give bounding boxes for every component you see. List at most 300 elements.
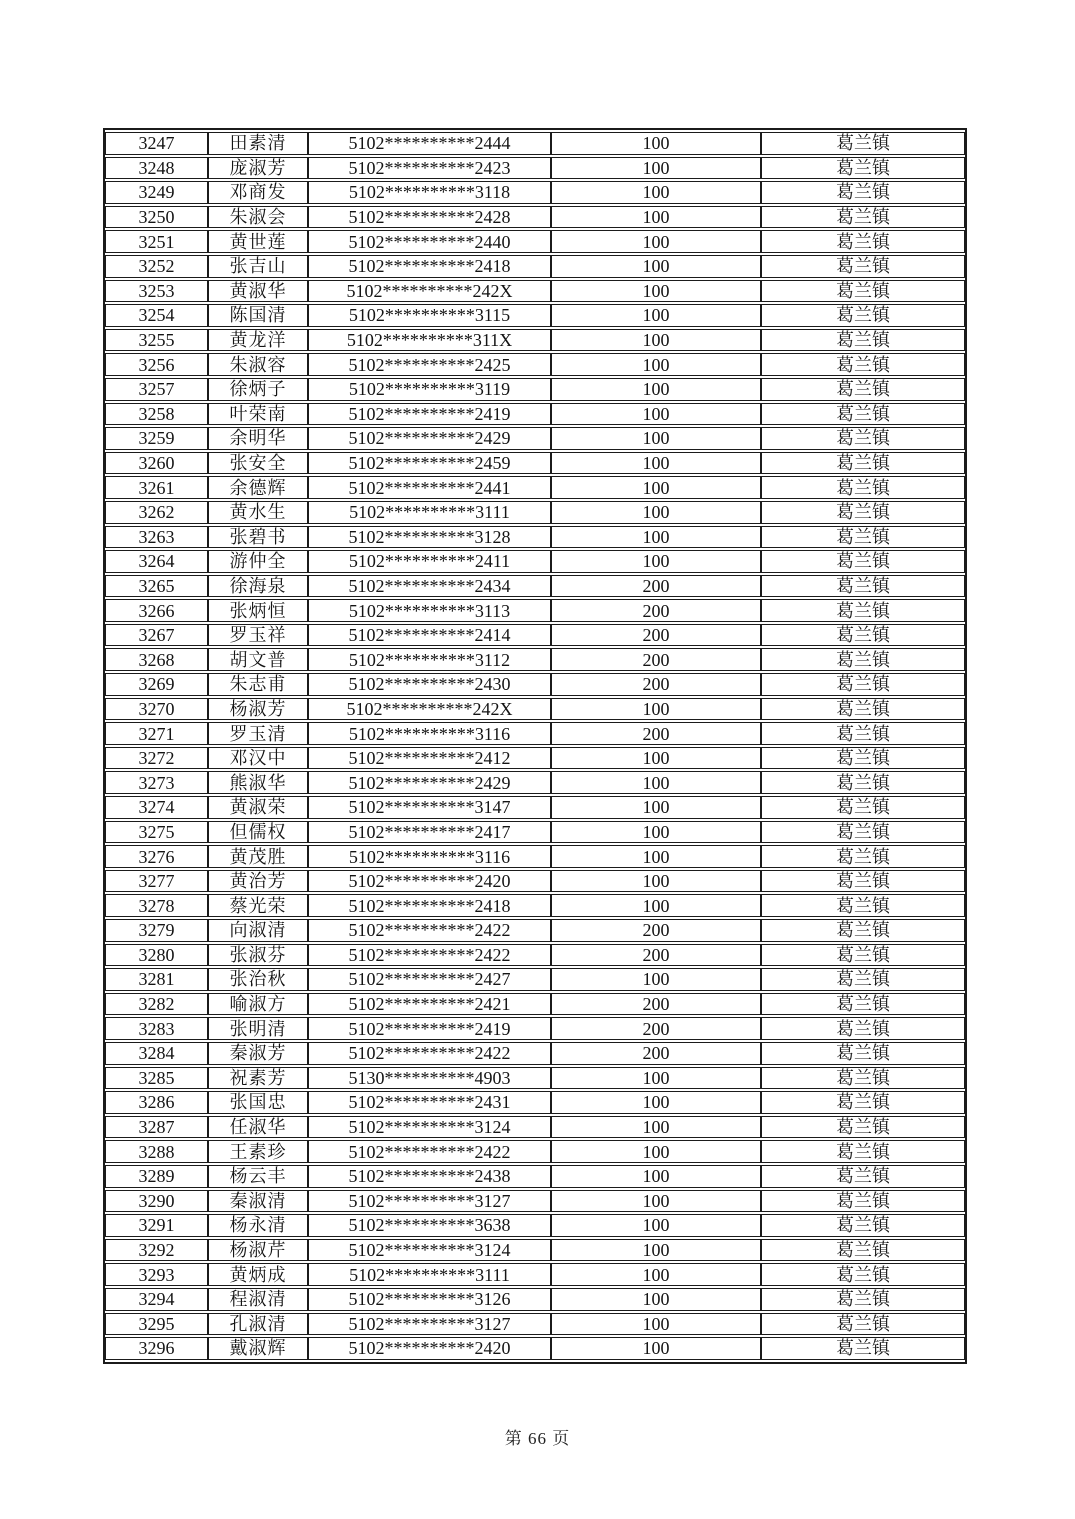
amount-cell: 100	[551, 894, 761, 917]
amount-cell: 100	[551, 1288, 761, 1311]
amount-cell: 100	[551, 771, 761, 794]
town-cell: 葛兰镇	[761, 648, 965, 671]
town-cell: 葛兰镇	[761, 1313, 965, 1336]
sequence-cell: 3267	[105, 624, 208, 647]
amount-cell: 100	[551, 698, 761, 721]
sequence-cell: 3273	[105, 771, 208, 794]
town-cell: 葛兰镇	[761, 1337, 965, 1360]
amount-cell: 100	[551, 968, 761, 991]
id-number-cell: 5102**********2411	[308, 550, 551, 573]
name-cell: 秦淑芳	[208, 1042, 308, 1065]
sequence-cell: 3284	[105, 1042, 208, 1065]
table-row	[105, 1042, 965, 1065]
sequence-cell: 3274	[105, 796, 208, 819]
id-number-cell: 5102**********2427	[308, 968, 551, 991]
amount-cell: 100	[551, 403, 761, 426]
town-cell: 葛兰镇	[761, 821, 965, 844]
town-cell: 葛兰镇	[761, 919, 965, 942]
sequence-cell: 3282	[105, 993, 208, 1016]
name-cell: 朱志甫	[208, 673, 308, 696]
table-row	[105, 624, 965, 647]
name-cell: 杨云丰	[208, 1165, 308, 1188]
name-cell: 黄世莲	[208, 230, 308, 253]
name-cell: 熊淑华	[208, 771, 308, 794]
amount-cell: 200	[551, 624, 761, 647]
id-number-cell: 5102**********3127	[308, 1190, 551, 1213]
table-row	[105, 1017, 965, 1040]
sequence-cell: 3255	[105, 329, 208, 352]
id-number-cell: 5102**********2418	[308, 255, 551, 278]
sequence-cell: 3259	[105, 427, 208, 450]
sequence-cell: 3291	[105, 1214, 208, 1237]
table-row	[105, 698, 965, 721]
name-cell: 余德辉	[208, 476, 308, 499]
town-cell: 葛兰镇	[761, 1116, 965, 1139]
town-cell: 葛兰镇	[761, 1091, 965, 1114]
sequence-cell: 3279	[105, 919, 208, 942]
sequence-cell: 3269	[105, 673, 208, 696]
town-cell: 葛兰镇	[761, 747, 965, 770]
sequence-cell: 3270	[105, 698, 208, 721]
sequence-cell: 3248	[105, 157, 208, 180]
amount-cell: 100	[551, 501, 761, 524]
table-row	[105, 870, 965, 893]
name-cell: 黄淑荣	[208, 796, 308, 819]
table-row	[105, 1091, 965, 1114]
amount-cell: 100	[551, 1263, 761, 1286]
sequence-cell: 3281	[105, 968, 208, 991]
town-cell: 葛兰镇	[761, 968, 965, 991]
amount-cell: 200	[551, 599, 761, 622]
amount-cell: 200	[551, 944, 761, 967]
sequence-cell: 3285	[105, 1067, 208, 1090]
table-row	[105, 1067, 965, 1090]
table-row	[105, 304, 965, 327]
table-row	[105, 894, 965, 917]
id-number-cell: 5102**********2422	[308, 944, 551, 967]
name-cell: 游仲全	[208, 550, 308, 573]
table-row	[105, 206, 965, 229]
table-row	[105, 280, 965, 303]
sequence-cell: 3251	[105, 230, 208, 253]
table-row	[105, 919, 965, 942]
name-cell: 朱淑容	[208, 353, 308, 376]
id-number-cell: 5102**********2459	[308, 452, 551, 475]
town-cell: 葛兰镇	[761, 796, 965, 819]
town-cell: 葛兰镇	[761, 944, 965, 967]
table-row	[105, 796, 965, 819]
name-cell: 杨永清	[208, 1214, 308, 1237]
amount-cell: 100	[551, 1140, 761, 1163]
name-cell: 蔡光荣	[208, 894, 308, 917]
id-number-cell: 5102**********2428	[308, 206, 551, 229]
id-number-cell: 5102**********3115	[308, 304, 551, 327]
town-cell: 葛兰镇	[761, 378, 965, 401]
amount-cell: 100	[551, 1091, 761, 1114]
sequence-cell: 3258	[105, 403, 208, 426]
amount-cell: 200	[551, 648, 761, 671]
name-cell: 朱淑会	[208, 206, 308, 229]
id-number-cell: 5102**********3111	[308, 1263, 551, 1286]
name-cell: 向淑清	[208, 919, 308, 942]
name-cell: 黄水生	[208, 501, 308, 524]
amount-cell: 100	[551, 452, 761, 475]
id-number-cell: 5102**********2419	[308, 1017, 551, 1040]
town-cell: 葛兰镇	[761, 353, 965, 376]
sequence-cell: 3247	[105, 132, 208, 155]
sequence-cell: 3257	[105, 378, 208, 401]
name-cell: 徐海泉	[208, 575, 308, 598]
name-cell: 余明华	[208, 427, 308, 450]
sequence-cell: 3265	[105, 575, 208, 598]
sequence-cell: 3292	[105, 1239, 208, 1262]
sequence-cell: 3278	[105, 894, 208, 917]
amount-cell: 100	[551, 1313, 761, 1336]
sequence-cell: 3271	[105, 722, 208, 745]
table-row	[105, 722, 965, 745]
amount-cell: 200	[551, 919, 761, 942]
name-cell: 任淑华	[208, 1116, 308, 1139]
amount-cell: 100	[551, 550, 761, 573]
amount-cell: 100	[551, 255, 761, 278]
table-row	[105, 550, 965, 573]
name-cell: 田素清	[208, 132, 308, 155]
sequence-cell: 3249	[105, 181, 208, 204]
town-cell: 葛兰镇	[761, 280, 965, 303]
town-cell: 葛兰镇	[761, 599, 965, 622]
sequence-cell: 3260	[105, 452, 208, 475]
town-cell: 葛兰镇	[761, 403, 965, 426]
id-number-cell: 5102**********2412	[308, 747, 551, 770]
id-number-cell: 5102**********2430	[308, 673, 551, 696]
amount-cell: 100	[551, 157, 761, 180]
town-cell: 葛兰镇	[761, 132, 965, 155]
page-number: 第 66 页	[504, 1429, 571, 1448]
name-cell: 邓商发	[208, 181, 308, 204]
id-number-cell: 5102**********2431	[308, 1091, 551, 1114]
name-cell: 秦淑清	[208, 1190, 308, 1213]
town-cell: 葛兰镇	[761, 1239, 965, 1262]
amount-cell: 200	[551, 1042, 761, 1065]
town-cell: 葛兰镇	[761, 427, 965, 450]
beneficiary-table	[103, 128, 967, 1364]
id-number-cell: 5102**********2417	[308, 821, 551, 844]
sequence-cell: 3264	[105, 550, 208, 573]
table-row	[105, 575, 965, 598]
sequence-cell: 3268	[105, 648, 208, 671]
id-number-cell: 5102**********3126	[308, 1288, 551, 1311]
town-cell: 葛兰镇	[761, 550, 965, 573]
id-number-cell: 5102**********3111	[308, 501, 551, 524]
amount-cell: 100	[551, 1337, 761, 1360]
town-cell: 葛兰镇	[761, 1017, 965, 1040]
amount-cell: 100	[551, 1214, 761, 1237]
town-cell: 葛兰镇	[761, 722, 965, 745]
table-row	[105, 403, 965, 426]
name-cell: 杨淑芳	[208, 698, 308, 721]
sequence-cell: 3263	[105, 526, 208, 549]
name-cell: 张治秋	[208, 968, 308, 991]
table-row	[105, 599, 965, 622]
amount-cell: 100	[551, 821, 761, 844]
sequence-cell: 3250	[105, 206, 208, 229]
id-number-cell: 5102**********2418	[308, 894, 551, 917]
table-row	[105, 1263, 965, 1286]
town-cell: 葛兰镇	[761, 1067, 965, 1090]
name-cell: 张明清	[208, 1017, 308, 1040]
name-cell: 叶荣南	[208, 403, 308, 426]
id-number-cell: 5102**********2441	[308, 476, 551, 499]
sequence-cell: 3293	[105, 1263, 208, 1286]
table-row	[105, 501, 965, 524]
amount-cell: 100	[551, 1067, 761, 1090]
id-number-cell: 5102**********3124	[308, 1116, 551, 1139]
id-number-cell: 5102**********3147	[308, 796, 551, 819]
table-row	[105, 845, 965, 868]
sequence-cell: 3266	[105, 599, 208, 622]
table-row	[105, 329, 965, 352]
id-number-cell: 5102**********242X	[308, 698, 551, 721]
amount-cell: 100	[551, 329, 761, 352]
table-row	[105, 255, 965, 278]
sequence-cell: 3277	[105, 870, 208, 893]
table-row	[105, 1140, 965, 1163]
table-row	[105, 181, 965, 204]
name-cell: 程淑清	[208, 1288, 308, 1311]
table-row	[105, 230, 965, 253]
table-row	[105, 132, 965, 155]
id-number-cell: 5102**********3128	[308, 526, 551, 549]
name-cell: 王素珍	[208, 1140, 308, 1163]
name-cell: 戴淑辉	[208, 1337, 308, 1360]
id-number-cell: 5102**********2420	[308, 870, 551, 893]
amount-cell: 100	[551, 181, 761, 204]
id-number-cell: 5102**********311X	[308, 329, 551, 352]
table-row	[105, 157, 965, 180]
sequence-cell: 3296	[105, 1337, 208, 1360]
id-number-cell: 5102**********2422	[308, 1042, 551, 1065]
name-cell: 黄炳成	[208, 1263, 308, 1286]
table-row	[105, 944, 965, 967]
amount-cell: 200	[551, 575, 761, 598]
town-cell: 葛兰镇	[761, 894, 965, 917]
amount-cell: 100	[551, 845, 761, 868]
beneficiary-table-grid	[105, 130, 965, 1362]
amount-cell: 100	[551, 427, 761, 450]
table-row	[105, 993, 965, 1016]
table-row	[105, 1116, 965, 1139]
table-row	[105, 1313, 965, 1336]
amount-cell: 100	[551, 747, 761, 770]
sequence-cell: 3256	[105, 353, 208, 376]
name-cell: 黄茂胜	[208, 845, 308, 868]
table-row	[105, 821, 965, 844]
name-cell: 黄治芳	[208, 870, 308, 893]
name-cell: 张淑芬	[208, 944, 308, 967]
amount-cell: 100	[551, 1190, 761, 1213]
amount-cell: 100	[551, 280, 761, 303]
town-cell: 葛兰镇	[761, 1214, 965, 1237]
id-number-cell: 5102**********2421	[308, 993, 551, 1016]
town-cell: 葛兰镇	[761, 526, 965, 549]
id-number-cell: 5102**********2419	[308, 403, 551, 426]
town-cell: 葛兰镇	[761, 501, 965, 524]
amount-cell: 100	[551, 526, 761, 549]
id-number-cell: 5102**********3116	[308, 722, 551, 745]
sequence-cell: 3290	[105, 1190, 208, 1213]
town-cell: 葛兰镇	[761, 1140, 965, 1163]
town-cell: 葛兰镇	[761, 1288, 965, 1311]
amount-cell: 200	[551, 1017, 761, 1040]
town-cell: 葛兰镇	[761, 673, 965, 696]
table-row	[105, 673, 965, 696]
name-cell: 祝素芳	[208, 1067, 308, 1090]
id-number-cell: 5102**********3638	[308, 1214, 551, 1237]
sequence-cell: 3287	[105, 1116, 208, 1139]
town-cell: 葛兰镇	[761, 698, 965, 721]
sequence-cell: 3289	[105, 1165, 208, 1188]
name-cell: 张安全	[208, 452, 308, 475]
table-row	[105, 1165, 965, 1188]
id-number-cell: 5102**********2438	[308, 1165, 551, 1188]
town-cell: 葛兰镇	[761, 304, 965, 327]
amount-cell: 100	[551, 1165, 761, 1188]
name-cell: 黄龙洋	[208, 329, 308, 352]
amount-cell: 100	[551, 1239, 761, 1262]
table-row	[105, 747, 965, 770]
table-row	[105, 476, 965, 499]
name-cell: 喻淑方	[208, 993, 308, 1016]
id-number-cell: 5102**********2420	[308, 1337, 551, 1360]
table-row	[105, 771, 965, 794]
id-number-cell: 5102**********3118	[308, 181, 551, 204]
town-cell: 葛兰镇	[761, 1263, 965, 1286]
table-row	[105, 1337, 965, 1360]
id-number-cell: 5130**********4903	[308, 1067, 551, 1090]
name-cell: 胡文普	[208, 648, 308, 671]
town-cell: 葛兰镇	[761, 624, 965, 647]
town-cell: 葛兰镇	[761, 1042, 965, 1065]
sequence-cell: 3261	[105, 476, 208, 499]
amount-cell: 100	[551, 304, 761, 327]
sequence-cell: 3283	[105, 1017, 208, 1040]
sequence-cell: 3295	[105, 1313, 208, 1336]
table-body	[105, 132, 965, 1360]
town-cell: 葛兰镇	[761, 575, 965, 598]
town-cell: 葛兰镇	[761, 452, 965, 475]
table-row	[105, 1214, 965, 1237]
name-cell: 徐炳子	[208, 378, 308, 401]
amount-cell: 200	[551, 993, 761, 1016]
id-number-cell: 5102**********3112	[308, 648, 551, 671]
id-number-cell: 5102**********2440	[308, 230, 551, 253]
sequence-cell: 3272	[105, 747, 208, 770]
table-row	[105, 427, 965, 450]
amount-cell: 200	[551, 722, 761, 745]
table-row	[105, 1190, 965, 1213]
sequence-cell: 3294	[105, 1288, 208, 1311]
name-cell: 张炳恒	[208, 599, 308, 622]
id-number-cell: 5102**********3113	[308, 599, 551, 622]
sequence-cell: 3254	[105, 304, 208, 327]
id-number-cell: 5102**********2425	[308, 353, 551, 376]
table-row	[105, 353, 965, 376]
town-cell: 葛兰镇	[761, 206, 965, 229]
amount-cell: 100	[551, 476, 761, 499]
amount-cell: 100	[551, 206, 761, 229]
town-cell: 葛兰镇	[761, 255, 965, 278]
id-number-cell: 5102**********2414	[308, 624, 551, 647]
amount-cell: 100	[551, 378, 761, 401]
town-cell: 葛兰镇	[761, 181, 965, 204]
sequence-cell: 3276	[105, 845, 208, 868]
table-row	[105, 378, 965, 401]
amount-cell: 100	[551, 353, 761, 376]
name-cell: 张碧书	[208, 526, 308, 549]
name-cell: 罗玉清	[208, 722, 308, 745]
id-number-cell: 5102**********3116	[308, 845, 551, 868]
name-cell: 邓汉中	[208, 747, 308, 770]
sequence-cell: 3262	[105, 501, 208, 524]
id-number-cell: 5102**********2429	[308, 771, 551, 794]
sequence-cell: 3252	[105, 255, 208, 278]
table-row	[105, 968, 965, 991]
name-cell: 孔淑清	[208, 1313, 308, 1336]
town-cell: 葛兰镇	[761, 1190, 965, 1213]
id-number-cell: 5102**********2429	[308, 427, 551, 450]
town-cell: 葛兰镇	[761, 845, 965, 868]
table-row	[105, 1239, 965, 1262]
town-cell: 葛兰镇	[761, 1165, 965, 1188]
name-cell: 罗玉祥	[208, 624, 308, 647]
sequence-cell: 3280	[105, 944, 208, 967]
name-cell: 杨淑芹	[208, 1239, 308, 1262]
name-cell: 陈国清	[208, 304, 308, 327]
name-cell: 黄淑华	[208, 280, 308, 303]
id-number-cell: 5102**********2434	[308, 575, 551, 598]
amount-cell: 200	[551, 673, 761, 696]
town-cell: 葛兰镇	[761, 329, 965, 352]
town-cell: 葛兰镇	[761, 993, 965, 1016]
sequence-cell: 3253	[105, 280, 208, 303]
sequence-cell: 3275	[105, 821, 208, 844]
id-number-cell: 5102**********3124	[308, 1239, 551, 1262]
table-row	[105, 1288, 965, 1311]
table-row	[105, 648, 965, 671]
name-cell: 张国忠	[208, 1091, 308, 1114]
id-number-cell: 5102**********242X	[308, 280, 551, 303]
amount-cell: 100	[551, 796, 761, 819]
id-number-cell: 5102**********3119	[308, 378, 551, 401]
table-row	[105, 452, 965, 475]
name-cell: 张吉山	[208, 255, 308, 278]
table-row	[105, 526, 965, 549]
town-cell: 葛兰镇	[761, 870, 965, 893]
id-number-cell: 5102**********2444	[308, 132, 551, 155]
name-cell: 庞淑芳	[208, 157, 308, 180]
amount-cell: 100	[551, 132, 761, 155]
sequence-cell: 3288	[105, 1140, 208, 1163]
id-number-cell: 5102**********3127	[308, 1313, 551, 1336]
town-cell: 葛兰镇	[761, 230, 965, 253]
id-number-cell: 5102**********2422	[308, 919, 551, 942]
town-cell: 葛兰镇	[761, 157, 965, 180]
name-cell: 但儒权	[208, 821, 308, 844]
id-number-cell: 5102**********2422	[308, 1140, 551, 1163]
amount-cell: 100	[551, 870, 761, 893]
town-cell: 葛兰镇	[761, 476, 965, 499]
sequence-cell: 3286	[105, 1091, 208, 1114]
